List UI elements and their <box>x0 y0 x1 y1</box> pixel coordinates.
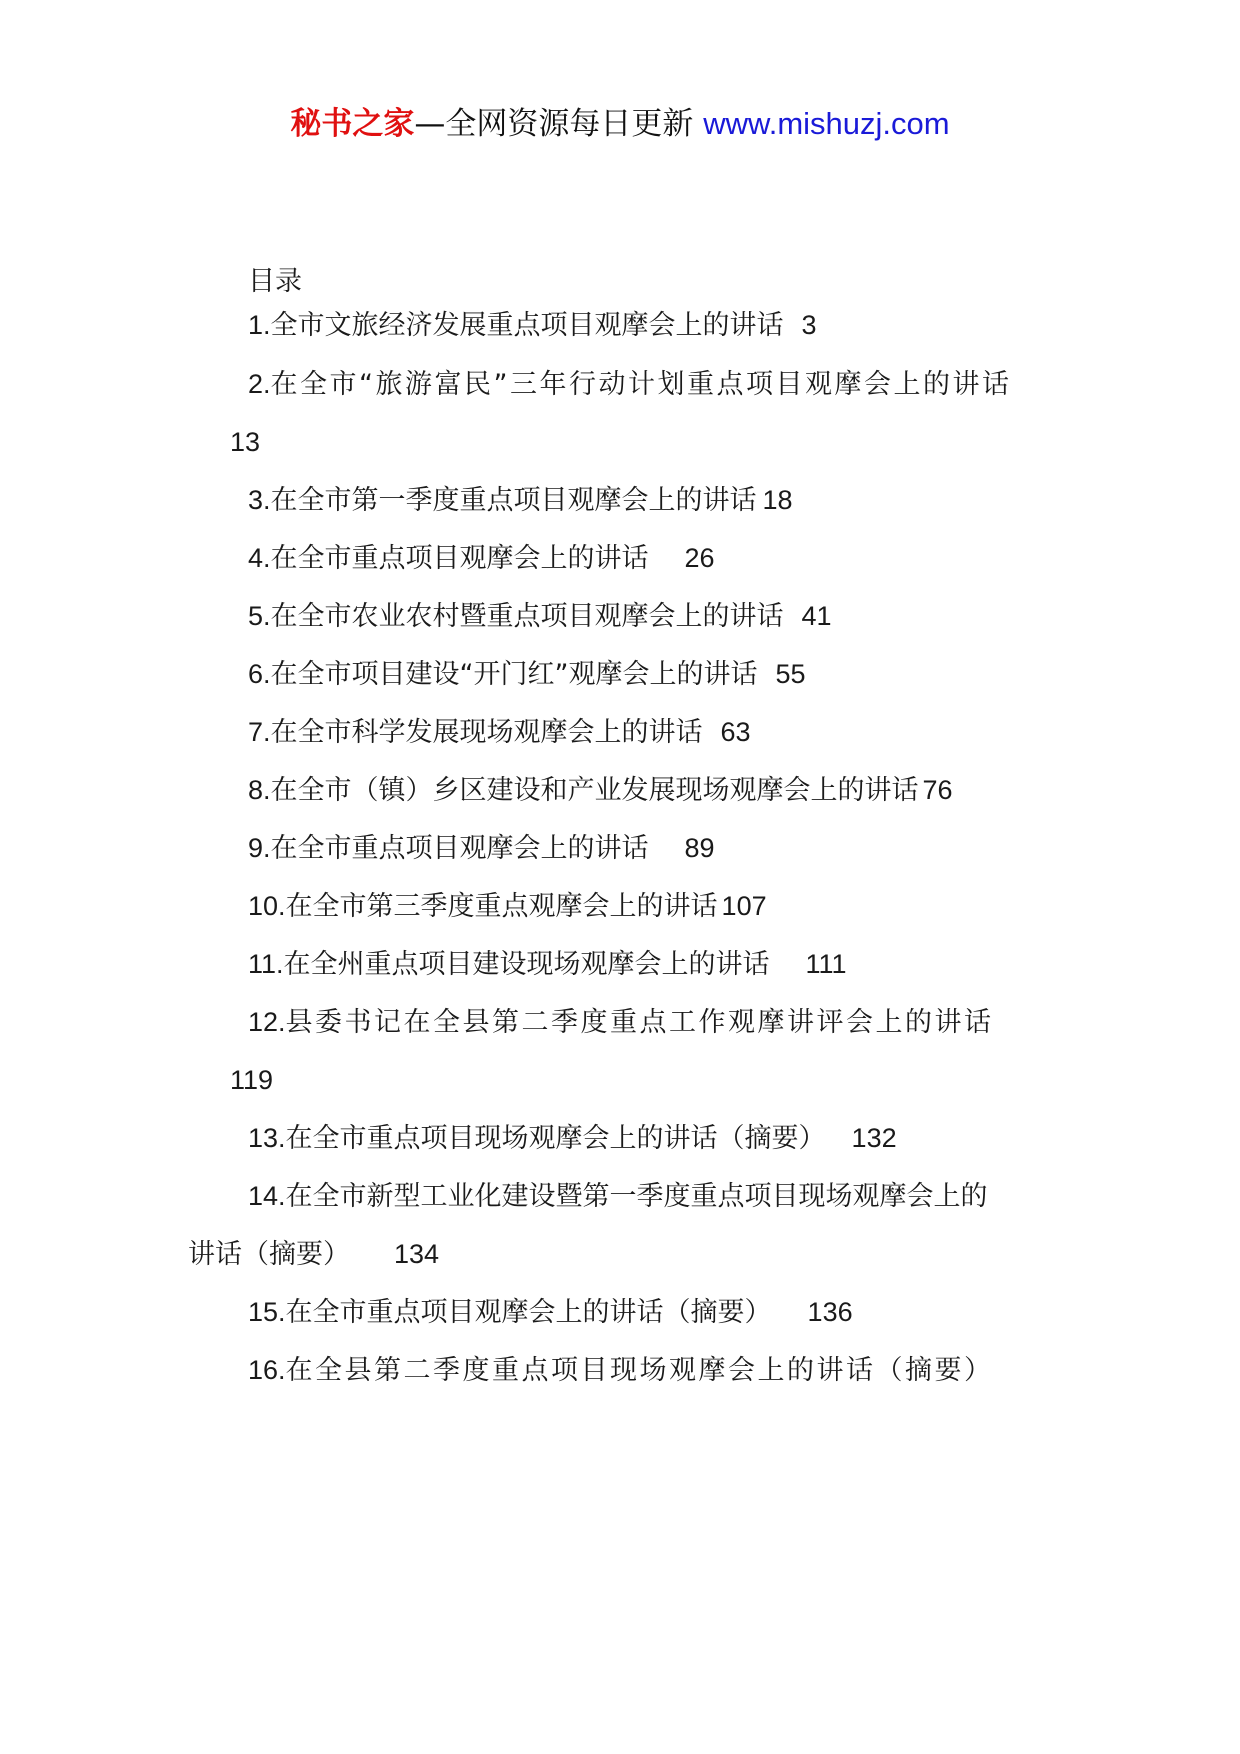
toc-item-title: 在全市第一季度重点项目观摩会上的讲话 <box>270 485 757 516</box>
toc-item-title: 县委书记在全县第二季度重点工作观摩讲评会上的讲话 <box>285 1007 994 1038</box>
toc-item-title: 在全县第二季度重点项目现场观摩会上的讲话（摘要） <box>285 1355 994 1386</box>
toc-item-number: 4. <box>248 543 271 573</box>
toc-item-page: 41 <box>801 601 832 631</box>
toc-item[interactable] <box>248 770 953 811</box>
toc-item-title: 在全市“旅游富民”三年行动计划重点项目观摩会上的讲话 <box>270 369 1012 400</box>
toc-item-title: 在全市重点项目观摩会上的讲话 <box>270 833 649 864</box>
toc-item-number: 11. <box>248 949 284 979</box>
toc-item[interactable] <box>248 828 715 869</box>
header-slogan: —全网资源每日更新 <box>414 106 704 142</box>
toc-item-page: 26 <box>684 543 715 573</box>
toc-item-number: 12. <box>248 1007 286 1037</box>
toc-item[interactable] <box>248 1118 897 1159</box>
toc-item-page: 136 <box>807 1297 853 1327</box>
toc-item[interactable] <box>248 305 817 346</box>
toc-item-continuation <box>230 422 260 463</box>
toc-item-continuation <box>188 1234 439 1275</box>
toc-item-number: 6. <box>248 659 271 689</box>
toc-item-page: 132 <box>851 1123 897 1153</box>
toc-item-page: 3 <box>801 310 817 340</box>
toc-item-title: 在全市重点项目现场观摩会上的讲话（摘要） <box>285 1123 826 1154</box>
toc-item[interactable] <box>248 596 832 637</box>
toc-item[interactable] <box>248 364 1012 405</box>
toc-item-page: 119 <box>230 1065 274 1095</box>
toc-item-page: 55 <box>775 659 806 689</box>
toc-item-title: 在全市农业农村暨重点项目观摩会上的讲话 <box>270 601 784 632</box>
toc-item-page: 89 <box>684 833 715 863</box>
toc-item-page: 111 <box>805 949 847 979</box>
toc-item-title: 全市文旅经济发展重点项目观摩会上的讲话 <box>270 310 784 341</box>
toc-item-title: 在全市科学发展现场观摩会上的讲话 <box>270 717 703 748</box>
toc-item-number: 16. <box>248 1355 286 1385</box>
toc-item-title: 在全市重点项目观摩会上的讲话 <box>270 543 649 574</box>
toc-item-page: 107 <box>721 891 767 921</box>
toc-item-title-continued: 讲话（摘要） <box>188 1239 350 1270</box>
toc-item[interactable] <box>248 712 751 753</box>
toc-item-page: 76 <box>922 775 953 805</box>
toc-item-number: 1. <box>248 310 271 340</box>
toc-item-page: 134 <box>394 1239 440 1269</box>
toc-item[interactable] <box>248 1292 853 1333</box>
toc-item[interactable] <box>248 1002 994 1043</box>
toc-item-title: 在全市项目建设“开门红”观摩会上的讲话 <box>270 659 758 690</box>
toc-item-number: 9. <box>248 833 271 863</box>
toc-item[interactable] <box>248 944 847 985</box>
toc-item-page: 18 <box>762 485 793 515</box>
toc-item-number: 5. <box>248 601 271 631</box>
toc-item[interactable] <box>248 1350 994 1391</box>
toc-item-title: 在全州重点项目建设现场观摩会上的讲话 <box>283 949 770 980</box>
toc-item-number: 2. <box>248 369 271 399</box>
toc-item-title: 在全市第三季度重点观摩会上的讲话 <box>285 891 718 922</box>
page-header <box>0 100 1240 148</box>
toc-item[interactable] <box>248 654 806 695</box>
toc-item-number: 13. <box>248 1123 286 1153</box>
toc-item-number: 7. <box>248 717 271 747</box>
toc-item-number: 15. <box>248 1297 286 1327</box>
toc-item-title: 在全市新型工业化建设暨第一季度重点项目现场观摩会上的 <box>285 1181 988 1212</box>
toc-item-number: 10. <box>248 891 286 921</box>
brand-name: 秘书之家 <box>290 106 415 142</box>
toc-item-title: 在全市（镇）乡区建设和产业发展现场观摩会上的讲话 <box>270 775 919 806</box>
toc-item-continuation <box>230 1060 273 1101</box>
toc-item-page: 13 <box>230 427 261 457</box>
toc-item[interactable] <box>248 1176 988 1217</box>
toc-item-number: 14. <box>248 1181 286 1211</box>
toc-item[interactable] <box>248 480 793 521</box>
toc-item-title: 在全市重点项目观摩会上的讲话（摘要） <box>285 1297 772 1328</box>
toc-item-number: 8. <box>248 775 271 805</box>
header-url[interactable]: www.mishuzj.com <box>703 106 950 141</box>
toc-item-page: 63 <box>720 717 751 747</box>
toc-item-number: 3. <box>248 485 271 515</box>
toc-item[interactable] <box>248 886 767 927</box>
toc-item[interactable] <box>248 538 715 579</box>
toc-title: 目录 <box>248 266 302 297</box>
